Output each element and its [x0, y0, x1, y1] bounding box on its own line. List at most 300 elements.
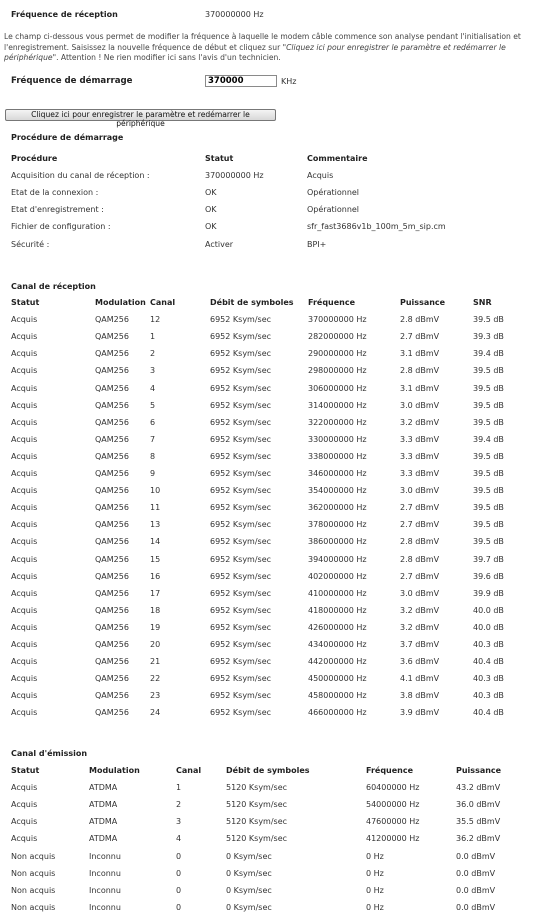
downstream-header-row	[0, 298, 540, 312]
downstream-cell: Acquis	[11, 554, 38, 564]
downstream-cell: 3.2 dBmV	[400, 622, 440, 632]
startup-cell: OK	[205, 205, 217, 215]
upstream-cell: 4	[176, 834, 182, 844]
upstream-cell: 0 Hz	[366, 885, 384, 895]
downstream-cell: QAM256	[95, 520, 129, 530]
downstream-cell: Acquis	[11, 434, 38, 444]
downstream-cell: 22	[150, 674, 161, 684]
downstream-cell: QAM256	[95, 640, 129, 649]
downstream-cell: QAM256	[95, 332, 129, 342]
upstream-cell: 0 Hz	[366, 851, 384, 861]
table-row	[0, 708, 540, 722]
downstream-cell: 6952 Ksym/sec	[210, 315, 272, 325]
downstream-cell: 386000000 Hz	[308, 537, 367, 547]
downstream-cell: 40.3 dB	[473, 640, 504, 649]
upstream-cell: 54000000 Hz	[366, 800, 420, 810]
upstream-cell: 0.0 dBmV	[456, 902, 496, 912]
table-row	[0, 205, 540, 219]
downstream-cell: 3.1 dBmV	[400, 349, 440, 359]
downstream-cell: Acquis	[11, 691, 38, 701]
downstream-cell: 6952 Ksym/sec	[210, 366, 272, 376]
upstream-cell: 0 Ksym/sec	[226, 868, 272, 878]
downstream-cell: 39.5 dB	[473, 315, 504, 325]
downstream-cell: 370000000 Hz	[308, 315, 367, 325]
downstream-cell: 39.3 dB	[473, 332, 504, 342]
downstream-cell: 39.5 dB	[473, 383, 504, 393]
upstream-cell: Non acquis	[11, 885, 56, 895]
table-row	[0, 589, 540, 603]
upstream-cell: ATDMA	[89, 834, 118, 844]
downstream-header-cell: Statut	[11, 298, 40, 307]
table-row	[0, 817, 540, 831]
downstream-cell: 6952 Ksym/sec	[210, 349, 272, 359]
table-row	[0, 171, 540, 185]
startup-cell: Opérationnel	[307, 205, 360, 215]
downstream-cell: 466000000 Hz	[308, 708, 367, 718]
table-row	[0, 315, 540, 329]
upstream-cell: Inconnu	[89, 902, 121, 912]
downstream-cell: 450000000 Hz	[308, 674, 367, 684]
upstream-cell: 36.0 dBmV	[456, 800, 501, 810]
downstream-cell: 3.6 dBmV	[400, 657, 440, 667]
upstream-cell: 0 Ksym/sec	[226, 851, 272, 861]
downstream-cell: 11	[150, 503, 161, 513]
downstream-cell: 6952 Ksym/sec	[210, 622, 272, 632]
downstream-cell: Acquis	[11, 708, 38, 718]
downstream-cell: Acquis	[11, 537, 38, 547]
startup-cell: Fichier de configuration :	[11, 222, 111, 232]
downstream-cell: Acquis	[11, 417, 38, 427]
downstream-cell: 3.0 dBmV	[400, 486, 440, 496]
downstream-cell: 40.0 dB	[473, 605, 504, 615]
downstream-cell: Acquis	[11, 451, 38, 461]
downstream-cell: Acquis	[11, 520, 38, 530]
downstream-cell: QAM256	[95, 674, 129, 684]
downstream-cell: 322000000 Hz	[308, 417, 367, 427]
upstream-cell: ATDMA	[89, 783, 118, 793]
downstream-cell: 3.2 dBmV	[400, 417, 440, 427]
downstream-cell: Acquis	[11, 332, 38, 342]
downstream-cell: 14	[150, 537, 161, 547]
downstream-cell: 314000000 Hz	[308, 400, 367, 410]
downstream-cell: 426000000 Hz	[308, 622, 367, 632]
downstream-cell: 6952 Ksym/sec	[210, 383, 272, 393]
upstream-cell: 5120 Ksym/sec	[226, 817, 288, 827]
table-row	[0, 537, 540, 551]
downstream-cell: 19	[150, 622, 161, 632]
downstream-section-title: Canal de réception	[11, 282, 96, 291]
downstream-cell: QAM256	[95, 451, 129, 461]
upstream-cell: 0.0 dBmV	[456, 868, 496, 878]
downstream-cell: QAM256	[95, 691, 129, 701]
upstream-cell: Inconnu	[89, 851, 121, 861]
downstream-cell: QAM256	[95, 417, 129, 427]
downstream-cell: Acquis	[11, 588, 38, 598]
downstream-cell: 6952 Ksym/sec	[210, 657, 272, 667]
downstream-cell: 3.8 dBmV	[400, 691, 440, 701]
downstream-cell: 442000000 Hz	[308, 657, 367, 667]
downstream-cell: Acquis	[11, 366, 38, 376]
downstream-cell: 2.8 dBmV	[400, 366, 440, 376]
upstream-cell: 2	[176, 800, 182, 810]
start-frequency-unit: KHz	[281, 77, 297, 86]
downstream-cell: 39.5 dB	[473, 503, 504, 513]
table-row	[0, 384, 540, 398]
startup-header-cell: Commentaire	[307, 154, 368, 163]
table-row	[0, 332, 540, 346]
downstream-cell: 2.8 dBmV	[400, 554, 440, 564]
downstream-cell: 6952 Ksym/sec	[210, 503, 272, 513]
downstream-cell: 6952 Ksym/sec	[210, 605, 272, 615]
startup-header-cell: Procédure	[11, 154, 58, 163]
startup-cell: Etat de la connexion :	[11, 188, 99, 198]
upstream-cell: Inconnu	[89, 868, 121, 878]
upstream-cell: 41200000 Hz	[366, 834, 420, 844]
upstream-cell: Non acquis	[11, 851, 56, 861]
upstream-section-title: Canal d'émission	[11, 749, 88, 758]
downstream-cell: 6952 Ksym/sec	[210, 588, 272, 598]
downstream-cell: 4.1 dBmV	[400, 674, 440, 684]
table-row	[0, 834, 540, 848]
table-row	[0, 520, 540, 534]
downstream-cell: 6952 Ksym/sec	[210, 674, 272, 684]
upstream-cell: Acquis	[11, 834, 38, 844]
downstream-cell: 39.6 dB	[473, 571, 504, 581]
downstream-cell: 3.0 dBmV	[400, 588, 440, 598]
downstream-cell: 3.1 dBmV	[400, 383, 440, 393]
upstream-cell: ATDMA	[89, 800, 118, 810]
downstream-cell: QAM256	[95, 383, 129, 393]
downstream-cell: Acquis	[11, 657, 38, 667]
downstream-cell: 354000000 Hz	[308, 486, 367, 496]
startup-cell: Sécurité :	[11, 239, 50, 249]
downstream-cell: Acquis	[11, 674, 38, 684]
downstream-cell: 3.3 dBmV	[400, 451, 440, 461]
downstream-cell: 39.5 dB	[473, 451, 504, 461]
save-and-restart-button[interactable]: Cliquez ici pour enregistrer le paramètre et redémarrer le périphérique	[5, 109, 276, 121]
downstream-cell: 290000000 Hz	[308, 349, 367, 359]
downstream-cell: 13	[150, 520, 161, 530]
downstream-cell: 39.5 dB	[473, 537, 504, 547]
table-row	[0, 852, 540, 866]
downstream-cell: 330000000 Hz	[308, 434, 367, 444]
downstream-cell: 282000000 Hz	[308, 332, 367, 342]
table-row	[0, 555, 540, 569]
downstream-cell: 6952 Ksym/sec	[210, 554, 272, 564]
downstream-cell: 39.5 dB	[473, 400, 504, 410]
startup-cell: Acquisition du canal de réception :	[11, 171, 150, 181]
downstream-header-cell: Modulation	[95, 298, 146, 307]
startup-header-cell: Statut	[205, 154, 234, 163]
reception-frequency-label: Fréquence de réception	[11, 10, 118, 19]
downstream-cell: 3.7 dBmV	[400, 640, 440, 649]
downstream-cell: 39.4 dB	[473, 349, 504, 359]
intro-text	[4, 32, 538, 64]
table-row	[0, 349, 540, 363]
downstream-cell: 8	[150, 451, 156, 461]
upstream-cell: Acquis	[11, 817, 38, 827]
startup-cell: OK	[205, 222, 217, 232]
upstream-cell: 0	[176, 868, 182, 878]
downstream-cell: QAM256	[95, 315, 129, 325]
upstream-cell: 35.5 dBmV	[456, 817, 501, 827]
upstream-header-cell: Débit de symboles	[226, 766, 310, 775]
upstream-cell: 5120 Ksym/sec	[226, 834, 288, 844]
startup-cell: BPI+	[307, 239, 327, 249]
downstream-cell: 2.7 dBmV	[400, 332, 440, 342]
upstream-header-row	[0, 766, 540, 780]
downstream-cell: 23	[150, 691, 161, 701]
downstream-cell: 6952 Ksym/sec	[210, 434, 272, 444]
downstream-cell: 40.3 dB	[473, 691, 504, 701]
downstream-cell: 40.0 dB	[473, 622, 504, 632]
upstream-header-cell: Statut	[11, 766, 40, 775]
table-row	[0, 869, 540, 883]
downstream-cell: 6952 Ksym/sec	[210, 486, 272, 496]
table-row	[0, 188, 540, 202]
downstream-cell: 6952 Ksym/sec	[210, 451, 272, 461]
downstream-header-cell: Canal	[150, 298, 176, 307]
downstream-cell: 21	[150, 657, 161, 667]
start-frequency-input[interactable]	[205, 75, 277, 87]
downstream-cell: Acquis	[11, 571, 38, 581]
downstream-cell: 3.3 dBmV	[400, 434, 440, 444]
startup-cell: Acquis	[307, 171, 334, 181]
downstream-cell: Acquis	[11, 349, 38, 359]
downstream-cell: Acquis	[11, 315, 38, 325]
upstream-cell: 0	[176, 885, 182, 895]
downstream-cell: 434000000 Hz	[308, 640, 367, 649]
downstream-cell: 6952 Ksym/sec	[210, 469, 272, 478]
downstream-cell: QAM256	[95, 571, 129, 581]
downstream-cell: 2	[150, 349, 156, 359]
reception-frequency-value: 370000000 Hz	[205, 10, 264, 19]
downstream-cell: Acquis	[11, 383, 38, 393]
downstream-cell: 10	[150, 486, 161, 496]
downstream-cell: 39.5 dB	[473, 520, 504, 530]
downstream-cell: 39.5 dB	[473, 366, 504, 376]
startup-cell: Etat d'enregistrement :	[11, 205, 104, 215]
downstream-cell: 18	[150, 605, 161, 615]
table-row	[0, 435, 540, 449]
table-row	[0, 452, 540, 466]
table-row	[0, 366, 540, 380]
downstream-header-cell: Puissance	[400, 298, 446, 307]
table-row	[0, 401, 540, 415]
intro-body: Le champ ci-dessous vous permet de modifier la fréquence à laquelle le modem câble commence son analyse pendant l'initialisation et l'enregistrement. Saisissez la nouvelle fréquence de début et cliquez sur	[4, 32, 521, 52]
downstream-cell: QAM256	[95, 434, 129, 444]
downstream-cell: QAM256	[95, 622, 129, 632]
upstream-cell: 0	[176, 851, 182, 861]
table-row	[0, 572, 540, 586]
table-row	[0, 222, 540, 236]
downstream-cell: QAM256	[95, 366, 129, 376]
startup-cell: 370000000 Hz	[205, 171, 264, 181]
table-row	[0, 886, 540, 900]
upstream-cell: 43.2 dBmV	[456, 783, 501, 793]
upstream-cell: 5120 Ksym/sec	[226, 800, 288, 810]
downstream-cell: QAM256	[95, 469, 129, 478]
downstream-cell: 17	[150, 588, 161, 598]
downstream-cell: 3.9 dBmV	[400, 708, 440, 718]
downstream-cell: 39.9 dB	[473, 588, 504, 598]
downstream-cell: 6952 Ksym/sec	[210, 400, 272, 410]
upstream-cell: 0 Hz	[366, 902, 384, 912]
downstream-cell: 6952 Ksym/sec	[210, 571, 272, 581]
downstream-cell: 6952 Ksym/sec	[210, 417, 272, 427]
downstream-cell: 338000000 Hz	[308, 451, 367, 461]
upstream-cell: 3	[176, 817, 182, 827]
upstream-cell: 0	[176, 902, 182, 912]
table-row	[0, 469, 540, 483]
downstream-cell: 2.8 dBmV	[400, 315, 440, 325]
downstream-header-cell: Débit de symboles	[210, 298, 294, 307]
downstream-cell: 6952 Ksym/sec	[210, 332, 272, 342]
downstream-cell: 306000000 Hz	[308, 383, 367, 393]
downstream-cell: 6952 Ksym/sec	[210, 640, 272, 649]
table-row	[0, 783, 540, 797]
table-row	[0, 691, 540, 705]
upstream-cell: 0 Ksym/sec	[226, 902, 272, 912]
upstream-cell: 47600000 Hz	[366, 817, 420, 827]
downstream-cell: 2.7 dBmV	[400, 503, 440, 513]
downstream-cell: QAM256	[95, 605, 129, 615]
startup-cell: sfr_fast3686v1b_100m_5m_sip.cm	[307, 222, 446, 232]
upstream-cell: 0.0 dBmV	[456, 885, 496, 895]
downstream-cell: 1	[150, 332, 156, 342]
downstream-cell: 362000000 Hz	[308, 503, 367, 513]
downstream-cell: 39.5 dB	[473, 486, 504, 496]
downstream-cell: Acquis	[11, 503, 38, 513]
downstream-cell: 6	[150, 417, 156, 427]
startup-header-row	[0, 154, 540, 168]
downstream-cell: 3.2 dBmV	[400, 605, 440, 615]
downstream-cell: 458000000 Hz	[308, 691, 367, 701]
downstream-cell: 6952 Ksym/sec	[210, 520, 272, 530]
downstream-header-cell: SNR	[473, 298, 492, 307]
upstream-cell: Acquis	[11, 800, 38, 810]
downstream-cell: 2.7 dBmV	[400, 520, 440, 530]
downstream-cell: 40.4 dB	[473, 708, 504, 718]
table-row	[0, 606, 540, 620]
startup-section-title: Procédure de démarrage	[11, 133, 124, 142]
downstream-cell: Acquis	[11, 486, 38, 496]
downstream-cell: 40.4 dB	[473, 657, 504, 667]
downstream-cell: 6952 Ksym/sec	[210, 691, 272, 701]
downstream-cell: Acquis	[11, 469, 38, 478]
downstream-cell: 410000000 Hz	[308, 588, 367, 598]
upstream-cell: Non acquis	[11, 868, 56, 878]
downstream-cell: Acquis	[11, 605, 38, 615]
startup-cell: OK	[205, 188, 217, 198]
downstream-cell: Acquis	[11, 622, 38, 632]
downstream-cell: 378000000 Hz	[308, 520, 367, 530]
downstream-header-cell: Fréquence	[308, 298, 356, 307]
table-row	[0, 486, 540, 500]
table-row	[0, 418, 540, 432]
upstream-header-cell: Canal	[176, 766, 202, 775]
downstream-cell: QAM256	[95, 588, 129, 598]
downstream-cell: QAM256	[95, 486, 129, 496]
startup-cell: Opérationnel	[307, 188, 360, 198]
downstream-cell: 3.3 dBmV	[400, 469, 440, 478]
table-row	[0, 240, 540, 254]
downstream-cell: QAM256	[95, 554, 129, 564]
upstream-cell: 1	[176, 783, 182, 793]
upstream-cell: ATDMA	[89, 817, 118, 827]
table-row	[0, 800, 540, 814]
downstream-cell: Acquis	[11, 400, 38, 410]
upstream-header-cell: Fréquence	[366, 766, 414, 775]
downstream-cell: 6952 Ksym/sec	[210, 708, 272, 718]
downstream-cell: QAM256	[95, 657, 129, 667]
downstream-cell: 5	[150, 400, 156, 410]
upstream-header-cell: Modulation	[89, 766, 140, 775]
downstream-cell: 298000000 Hz	[308, 366, 367, 376]
intro-warning: . Attention ! Ne rien modifier ici sans l'avis d'un technicien.	[56, 53, 281, 62]
downstream-cell: 15	[150, 554, 161, 564]
upstream-cell: Inconnu	[89, 885, 121, 895]
downstream-cell: 418000000 Hz	[308, 605, 367, 615]
downstream-cell: 346000000 Hz	[308, 469, 367, 478]
downstream-cell: 16	[150, 571, 161, 581]
intro-quote: "Cliquez ici pour enregistrer le paramètre et redémarrer le périphérique"	[4, 42, 506, 62]
upstream-cell: 0 Ksym/sec	[226, 885, 272, 895]
downstream-cell: QAM256	[95, 349, 129, 359]
downstream-cell: QAM256	[95, 537, 129, 547]
downstream-cell: 12	[150, 315, 161, 325]
downstream-cell: 3	[150, 366, 156, 376]
downstream-cell: 39.5 dB	[473, 469, 504, 478]
downstream-cell: QAM256	[95, 400, 129, 410]
downstream-cell: 4	[150, 383, 156, 393]
downstream-cell: 402000000 Hz	[308, 571, 367, 581]
downstream-cell: 39.7 dB	[473, 554, 504, 564]
upstream-cell: 36.2 dBmV	[456, 834, 501, 844]
downstream-cell: 6952 Ksym/sec	[210, 537, 272, 547]
downstream-cell: 24	[150, 708, 161, 718]
upstream-cell: Non acquis	[11, 902, 56, 912]
upstream-cell: 0.0 dBmV	[456, 851, 496, 861]
table-row	[0, 503, 540, 517]
table-row	[0, 903, 540, 917]
upstream-cell: Acquis	[11, 783, 38, 793]
downstream-cell: QAM256	[95, 503, 129, 513]
downstream-cell: 2.7 dBmV	[400, 571, 440, 581]
table-row	[0, 674, 540, 688]
downstream-cell: 3.0 dBmV	[400, 400, 440, 410]
downstream-cell: 2.8 dBmV	[400, 537, 440, 547]
downstream-cell: Acquis	[11, 640, 38, 649]
upstream-cell: 60400000 Hz	[366, 783, 420, 793]
downstream-cell: QAM256	[95, 708, 129, 718]
downstream-cell: 39.5 dB	[473, 417, 504, 427]
downstream-cell: 9	[150, 469, 156, 478]
downstream-cell: 7	[150, 434, 156, 444]
upstream-header-cell: Puissance	[456, 766, 502, 775]
table-row	[0, 623, 540, 637]
upstream-cell: 5120 Ksym/sec	[226, 783, 288, 793]
table-row	[0, 640, 540, 654]
downstream-cell: 394000000 Hz	[308, 554, 367, 564]
table-row	[0, 657, 540, 671]
startup-cell: Activer	[205, 239, 234, 249]
upstream-cell: 0 Hz	[366, 868, 384, 878]
downstream-cell: 20	[150, 640, 161, 649]
downstream-cell: 39.4 dB	[473, 434, 504, 444]
start-frequency-label: Fréquence de démarrage	[11, 76, 133, 86]
downstream-cell: 40.3 dB	[473, 674, 504, 684]
